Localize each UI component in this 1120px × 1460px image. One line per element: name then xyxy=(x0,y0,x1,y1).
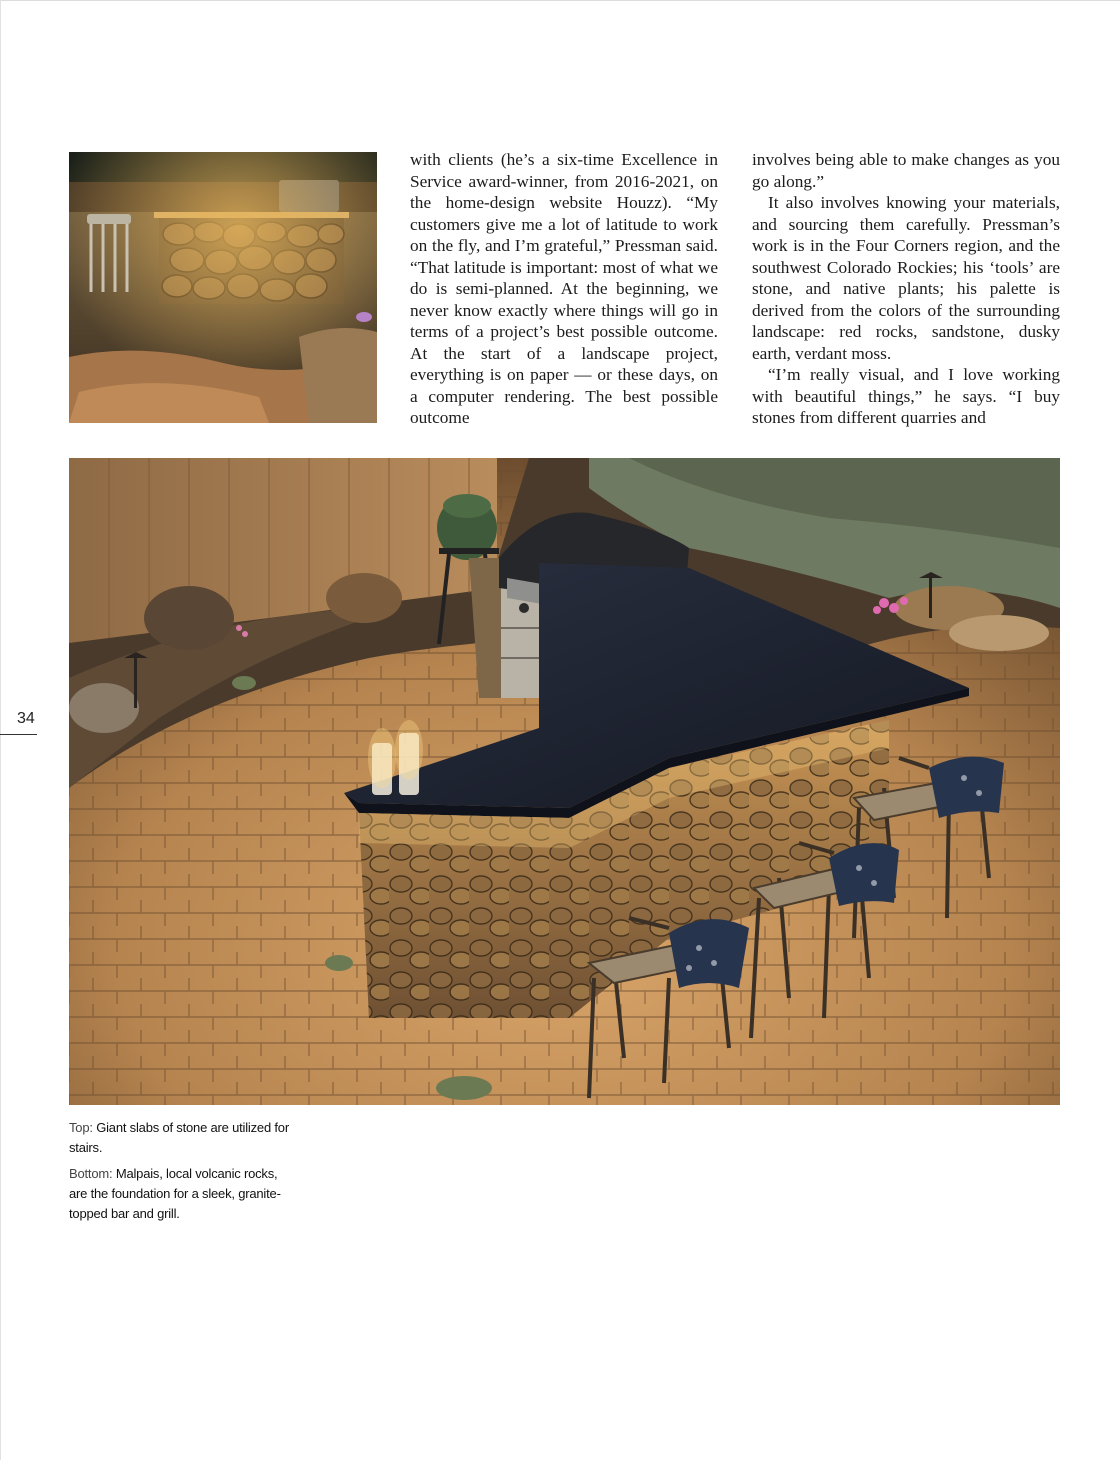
article-column-1 xyxy=(410,149,718,429)
page-number-rule xyxy=(0,734,37,735)
page-number: 34 xyxy=(17,710,35,727)
caption-top xyxy=(69,1118,299,1158)
caption-bottom-label: Bottom: xyxy=(69,1166,113,1181)
article-paragraph: with clients (he’s a six-time Excellence in Service award-winner, from 2016-2021, on the home-design website Houzz). “My customers give me a lot of latitude to work on the fly, and I’m grateful,” Pressman said. “That latitude is important: most of what we do is semi-planned. At the beginning, we never know exactly where things will go in terms of a project’s best possible outcome. At the start of a landscape project, everything is on paper — or these days, on a computer rendering. The best possible outcome xyxy=(410,150,718,427)
photo-stone-stairs xyxy=(69,152,377,423)
caption-top-label: Top: xyxy=(69,1120,93,1135)
caption-bottom-text: Malpais, local volcanic rocks, are the foundation for a sleek, granite-topped bar and grill. xyxy=(69,1166,281,1221)
photo-stone-stairs-image xyxy=(69,152,377,423)
article-paragraph: It also involves knowing your materials, and sourcing them carefully. Pressman’s work is in the Four Corners region, and the southwest Colorado Rockies; his ‘tools’ are stone, and native plants; his palette is derived from the colors of the surrounding landscape: red rocks, sandstone, dusky earth, verdant moss. xyxy=(752,193,1060,363)
page-top-border xyxy=(0,0,1120,1)
article-paragraph: involves being able to make changes as you go along.” xyxy=(752,150,1060,191)
article-column-2 xyxy=(752,149,1060,429)
photo-bar-and-grill xyxy=(69,458,1060,1105)
page-left-border xyxy=(0,0,1,1460)
article-paragraph: “I’m really visual, and I love working with beautiful things,” he says. “I buy stones from different quarries and xyxy=(752,365,1060,427)
caption-top-text: Giant slabs of stone are utilized for stairs. xyxy=(69,1120,289,1155)
photo-bar-and-grill-image xyxy=(69,458,1060,1105)
caption-bottom xyxy=(69,1164,299,1224)
